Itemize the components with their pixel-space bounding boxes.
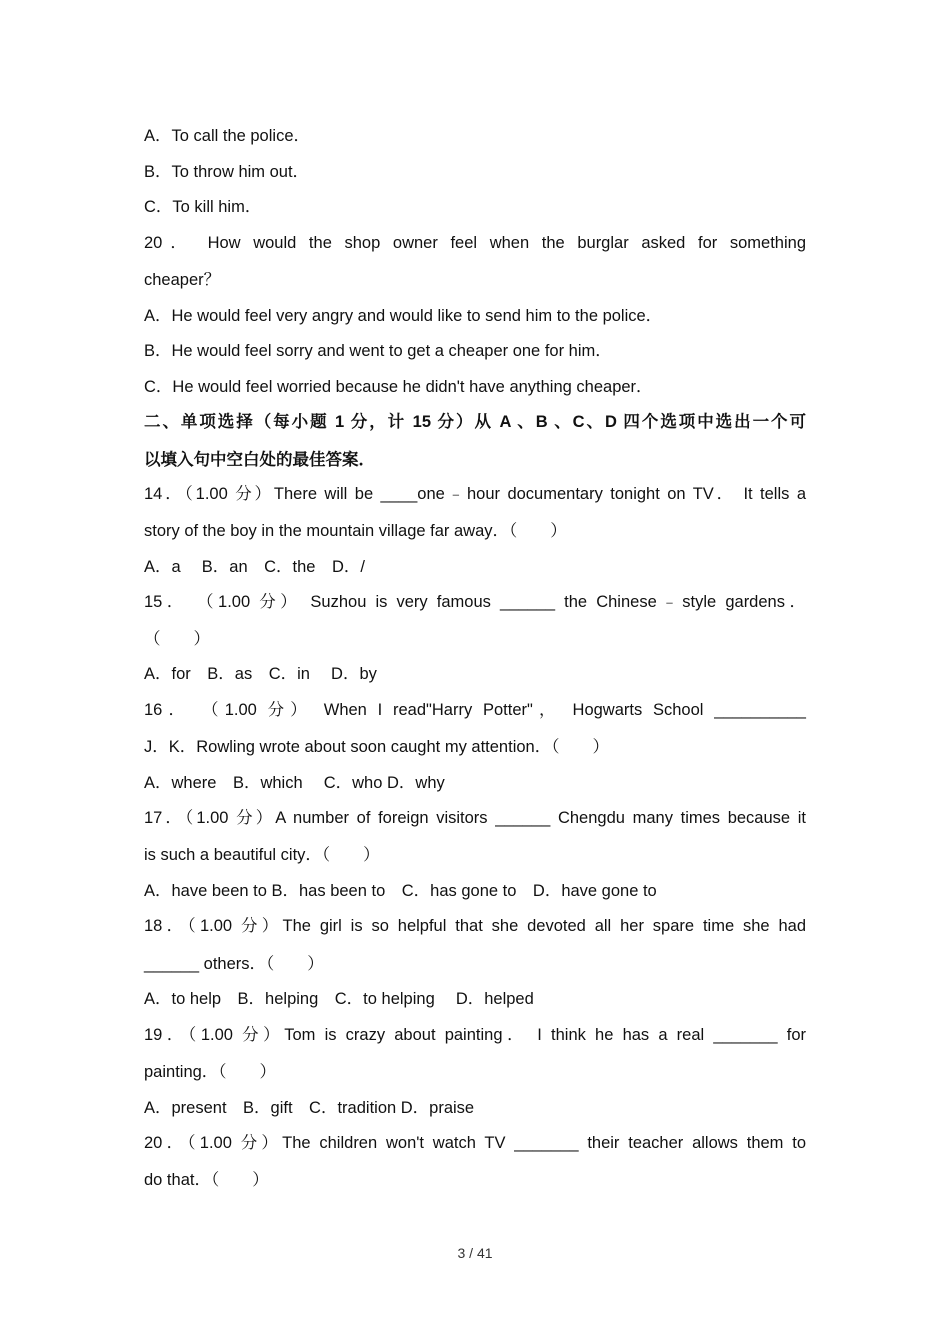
- option-line: C．To kill him．: [144, 198, 262, 216]
- option-line: A．present B．gift C．tradition D．praise: [144, 1099, 475, 1117]
- page-number: 3 / 41: [457, 1245, 493, 1261]
- question-line: do that．（ ）: [144, 1171, 269, 1189]
- option-line: A．a B．an C．the D．/: [144, 558, 365, 576]
- option-line: B．He would feel sorry and went to get a cheaper one for him．: [144, 342, 612, 360]
- option-line: A．have been to B．has been to C．has gone to D．have gone to: [144, 882, 657, 900]
- question-line: ______ others．（ ）: [144, 955, 324, 973]
- section-heading: 二、单项选择（每小题 1 分，计 15 分）从 A 、B 、C、D 四个选项中选出一个可: [144, 413, 806, 431]
- question-15: 15． （1.00 分） Suzhou is very famous ______ the Chinese﹣style gardens．: [144, 593, 806, 611]
- section-heading-cont: 以填入句中空白处的最佳答案．: [144, 451, 375, 469]
- question-line: is such a beautiful city．（ ）: [144, 846, 380, 864]
- question-20-reading: 20． How would the shop owner feel when the burglar asked for something: [144, 234, 806, 252]
- question-18: 18．（1.00 分）The girl is so helpful that she devoted all her spare time she had: [144, 917, 806, 935]
- option-line: C．He would feel worried because he didn't have anything cheaper．: [144, 378, 653, 396]
- option-line: A．where B．which C．who D．why: [144, 774, 445, 792]
- question-line: cheaper？: [144, 271, 221, 289]
- question-17: 17．（1.00 分）A number of foreign visitors ______ Chengdu many times because it: [144, 809, 806, 827]
- option-line: B．To throw him out．: [144, 163, 310, 181]
- question-20: 20．（1.00 分）The children won't watch TV _______ their teacher allows them to: [144, 1134, 806, 1152]
- question-line: painting．（ ）: [144, 1063, 277, 1081]
- question-16: 16． （1.00 分） When I read"Harry Potter"， Hogwarts School __________: [144, 701, 806, 719]
- option-line: A．for B．as C．in D．by: [144, 665, 377, 683]
- option-line: A．To call the police．: [144, 127, 310, 145]
- option-line: A．He would feel very angry and would like to send him to the police．: [144, 307, 663, 325]
- question-14: 14．（1.00 分）There will be ____one﹣hour documentary tonight on TV． It tells a: [144, 485, 806, 503]
- question-19: 19．（1.00 分）Tom is crazy about painting． I think he has a real _______ for: [144, 1026, 806, 1044]
- option-line: A．to help B．helping C．to helping D．helped: [144, 990, 534, 1008]
- question-line: story of the boy in the mountain village far away．（ ）: [144, 522, 567, 540]
- question-line: J．K．Rowling wrote about soon caught my attention．（ ）: [144, 738, 609, 756]
- question-line: （ ）: [144, 630, 210, 648]
